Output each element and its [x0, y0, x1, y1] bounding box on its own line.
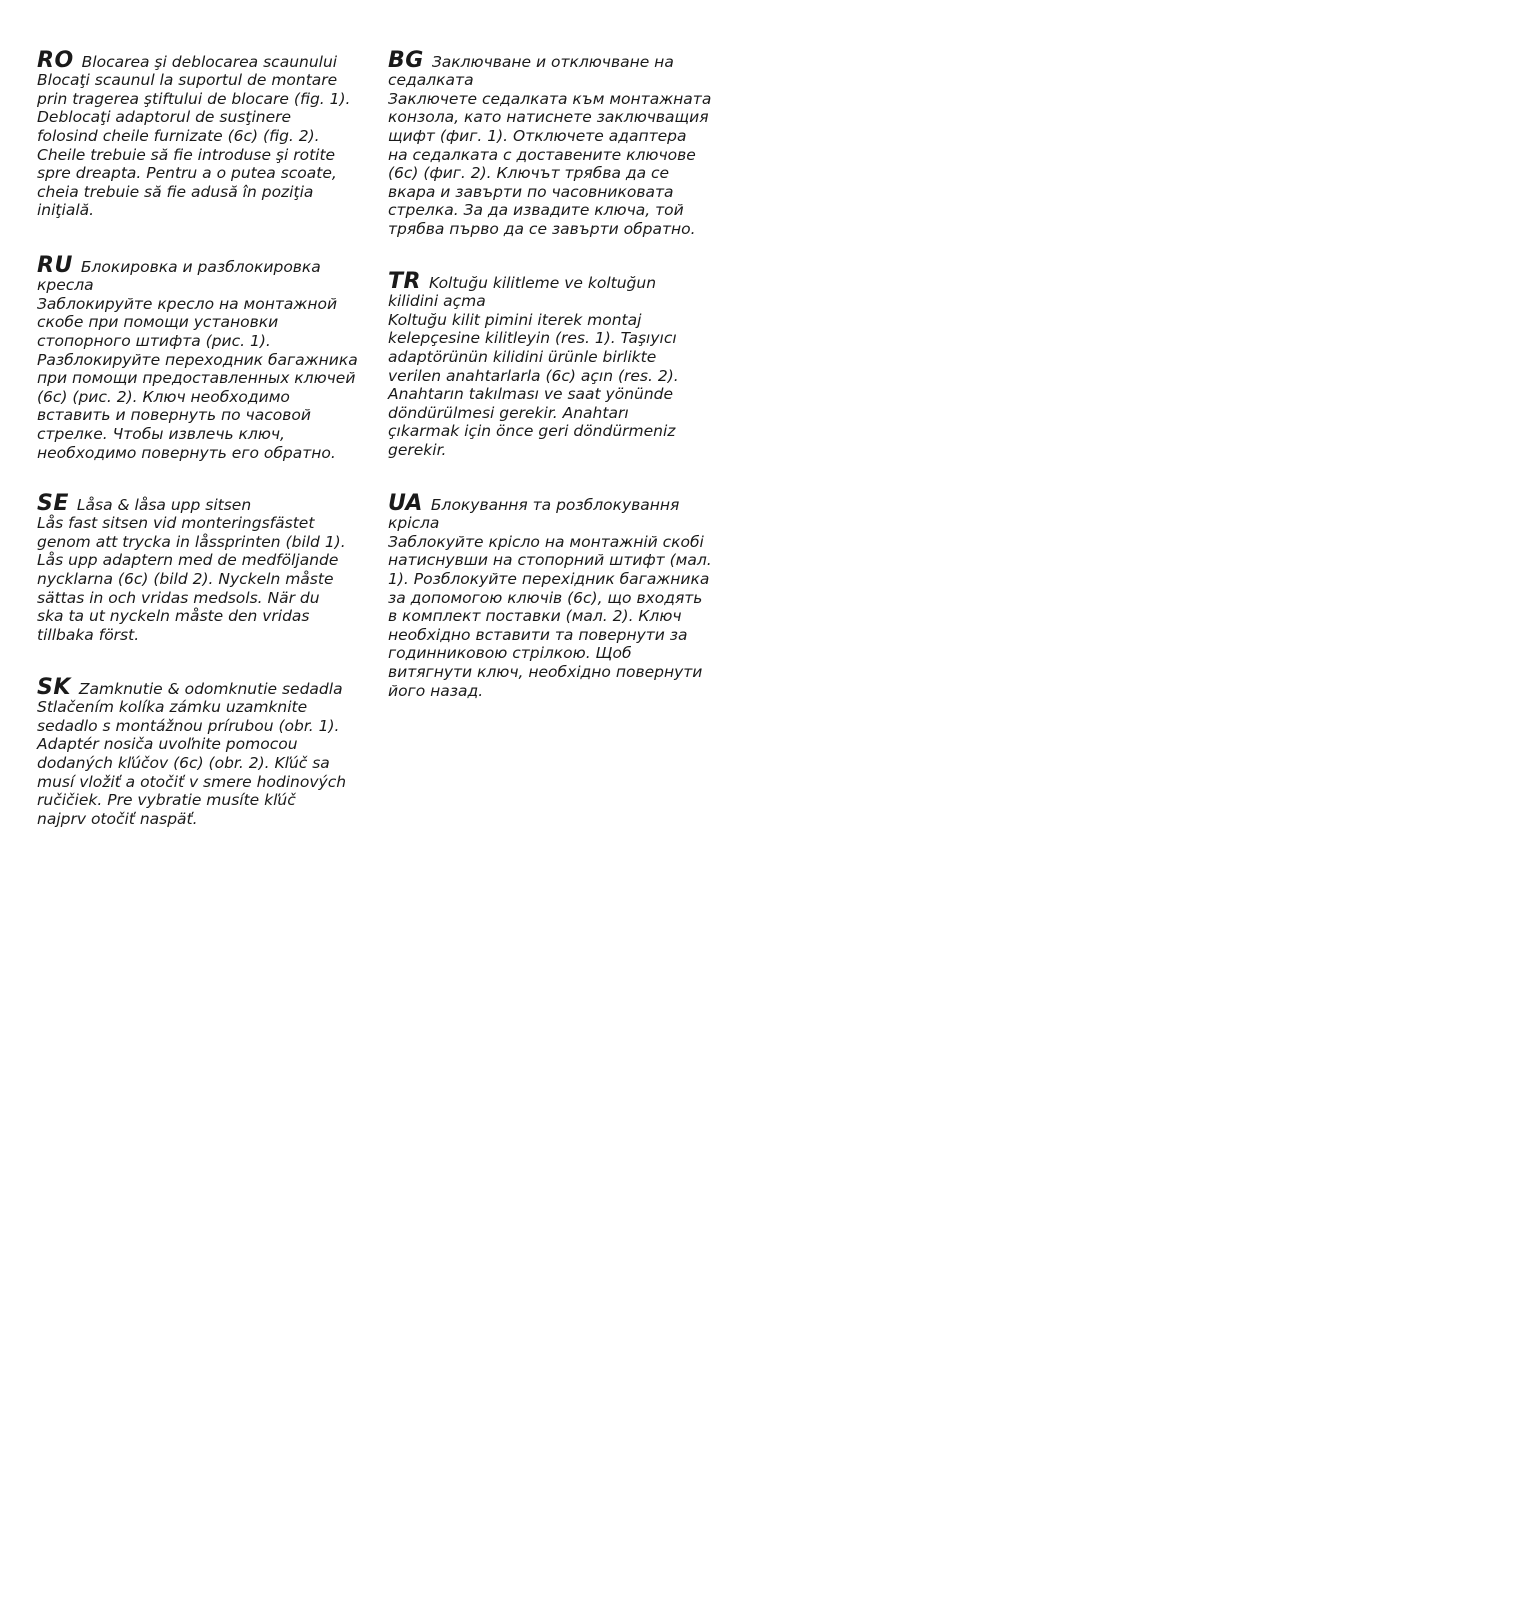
section-heading	[388, 268, 657, 311]
section-body: Blocaţi scaunul la suportul de montare prin tragerea ştiftului de blocare (fig. 1). Deblocaţi adaptorul de susţinere folosind cheile furnizate (6c) (fig. 2). Cheile trebuie să fie introduse şi rotite spre dreapta. Pentru a o putea scoate, cheia trebuie să fie adusă în poziţia iniţială.	[37, 71, 351, 220]
language-code: UA	[388, 490, 423, 516]
language-code: BG	[388, 47, 424, 73]
section-body: Koltuğu kilit pimini iterek montaj kelepçesine kilitleyin (res. 1). Taşıyıcı adaptörünün kilidini ürünle birlikte verilen anahtarlarla (6c) açın (res. 2). Anahtarın takılması ve saat yönünde döndürülmesi gerekir. Anahtarı çıkarmak için önce geri döndürmeniz gerekir.	[388, 310, 679, 459]
section-ua	[388, 476, 733, 719]
section-title: Заключване и отключване на седалката	[388, 52, 674, 90]
section-title: Blocarea şi deblocarea scaunului	[81, 52, 338, 71]
section-title: Koltuğu kilitleme ve koltuğun kilidini açma	[388, 273, 657, 311]
language-code: RU	[37, 252, 73, 278]
section-title: Låsa & låsa upp sitsen	[76, 495, 252, 514]
section-body: Lås fast sitsen vid monteringsfästet genom att trycka in låssprinten (bild 1). Lås upp adaptern med de medföljande nycklarna (6c) (bild 2). Nyckeln måste sättas in och vridas medsols. När du ska ta ut nyckeln måste den vridas tillbaka först.	[37, 514, 346, 644]
section-heading	[37, 490, 252, 516]
section-heading	[37, 252, 321, 295]
section-heading	[388, 490, 680, 533]
section-tr	[388, 254, 733, 478]
section-title: Блокировка и разблокировка кресла	[37, 257, 321, 295]
section-heading	[388, 47, 674, 90]
section-body: Stlačením kolíka zámku uzamknite sedadlo s montážnou prírubou (obr. 1). Adaptér nosiča uvoľnite pomocou dodaných kľúčov (6c) (obr. 2). Kľúč sa musí vložiť a otočiť v smere hodinových ručičiek. Pre vybratie musíte kľúč najprv otočiť naspäť.	[37, 698, 347, 828]
section-se	[37, 476, 382, 663]
language-code: TR	[388, 268, 421, 294]
section-ro	[37, 33, 382, 239]
section-body: Заблокируйте кресло на монтажной скобе при помощи установки стопорного штифта (рис. 1). Разблокируйте переходник багажника при помощи предоставленных ключей (6с) (рис. 2). Ключ необходимо вставить и повернуть по часовой стрелке. Чтобы извлечь ключ, необходимо повернуть его обратно.	[37, 294, 358, 462]
language-code: SE	[37, 490, 69, 516]
section-body: Заключете седалката към монтажната конзола, като натиснете заключващия щифт (фиг. 1). Отключете адаптера на седалката с доставените ключове (6с) (фиг. 2). Ключът трябва да се вкара и завърти по часовниковата стрелка. За да извадите ключа, той трябва първо да се завърти обратно.	[388, 89, 712, 238]
section-heading	[37, 47, 338, 73]
language-code: SK	[37, 674, 71, 700]
section-sk	[37, 660, 382, 847]
section-ru	[37, 238, 382, 481]
language-code: RO	[37, 47, 74, 73]
section-heading	[37, 674, 343, 700]
section-title: Zamknutie & odomknutie sedadla	[78, 679, 343, 698]
section-bg	[388, 33, 733, 257]
section-body: Заблокуйте крісло на монтажній скобі натиснувши на стопорний штифт (мал. 1). Розблокуйте перехідник багажника за допомогою ключів (6с), що входять в комплект поставки (мал. 2). Ключ необхідно вставити та повернути за годинниковою стрілкою. Щоб витягнути ключ, необхідно повернути його назад.	[388, 532, 712, 700]
section-title: Блокування та розблокування крісла	[388, 495, 680, 533]
